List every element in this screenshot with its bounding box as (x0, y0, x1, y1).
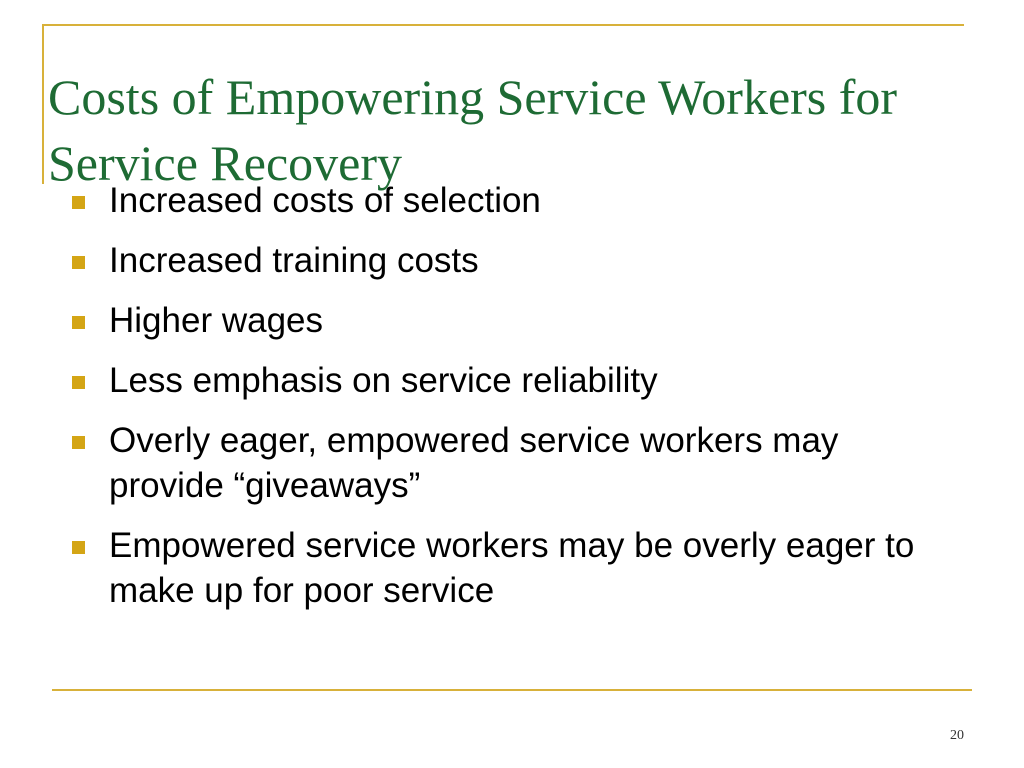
page-number: 20 (950, 728, 964, 743)
bullet-item (72, 178, 952, 223)
bullet-item (72, 298, 952, 343)
square-bullet-icon (72, 541, 85, 554)
bullet-text: Overly eager, empowered service workers may provide “giveaways” (109, 421, 839, 505)
slide-title: Costs of Empowering Service Workers for Service Recovery (48, 69, 898, 191)
bullet-text: Empowered service workers may be overly eager to make up for poor service (109, 526, 915, 610)
bullet-item (72, 523, 952, 613)
square-bullet-icon (72, 196, 85, 209)
left-frame-line (42, 24, 44, 184)
bullet-text: Higher wages (109, 301, 323, 340)
square-bullet-icon (72, 256, 85, 269)
bullet-text: Less emphasis on service reliability (109, 361, 658, 400)
bullet-item (72, 358, 952, 403)
bullet-list (72, 178, 952, 628)
bullet-text: Increased costs of selection (109, 181, 541, 220)
bullet-item (72, 238, 952, 283)
square-bullet-icon (72, 316, 85, 329)
bullet-text: Increased training costs (109, 241, 479, 280)
bottom-frame-line (52, 689, 972, 691)
bullet-item (72, 418, 952, 508)
square-bullet-icon (72, 436, 85, 449)
square-bullet-icon (72, 376, 85, 389)
top-frame-line (42, 24, 964, 26)
